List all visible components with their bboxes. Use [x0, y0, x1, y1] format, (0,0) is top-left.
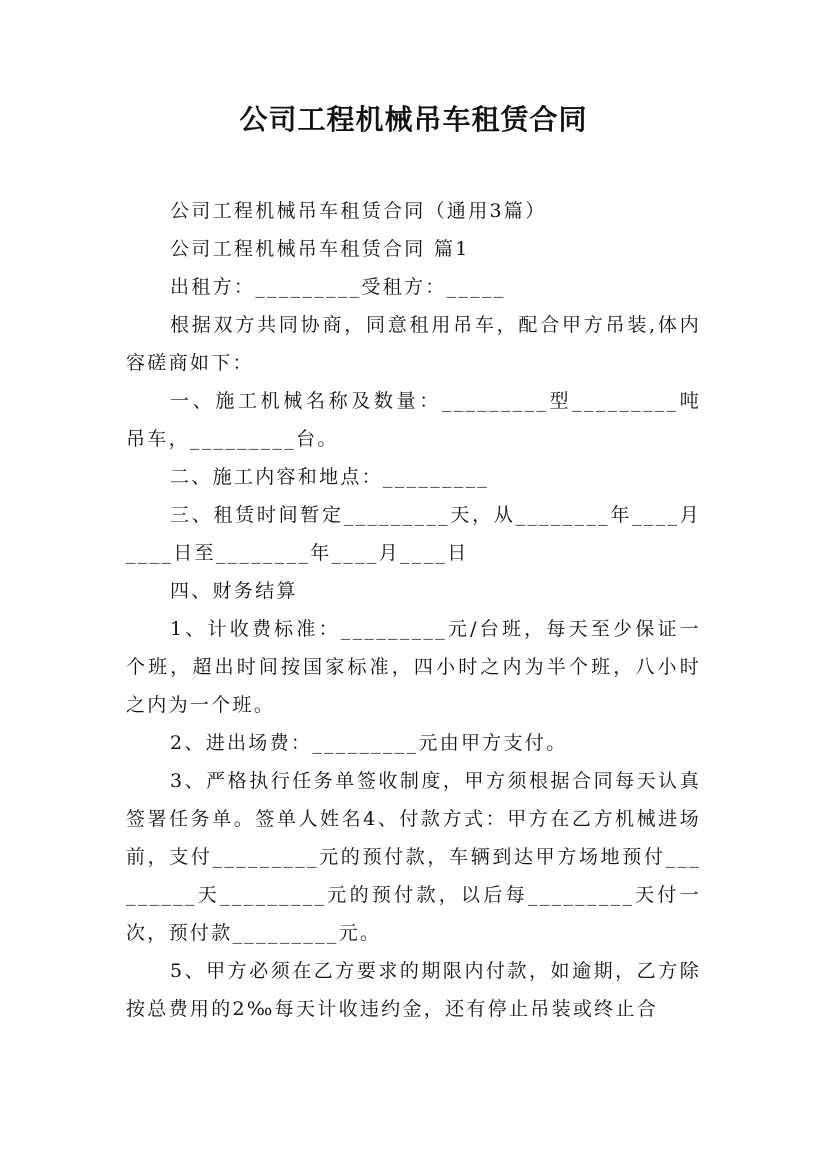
document-title: 公司工程机械吊车租赁合同: [239, 103, 588, 136]
paragraph-late-payment: 5、甲方必须在乙方要求的期限内付款，如逾期，乙方除按总费用的2‰每天计收违约金，还有停止吊装或终止合: [126, 960, 701, 1020]
paragraph-fee-standard: 1、计收费标准：_________元/台班，每天至少保证一个班，超出时间按国家标准，四小时之内为半个班，八小时之内为一个班。: [126, 618, 701, 716]
document-body: [126, 192, 701, 1028]
paragraph-payment-method: 3、严格执行任务单签收制度，甲方须根据合同每天认真签署任务单。签单人姓名4、付款方式：甲方在乙方机械进场前，支付_________元的预付款，车辆到达甲方场地预付_________天_________元的预付款，以后每_________天付一次，预付款_________元。: [126, 770, 701, 944]
paragraph-clause-3: 三、租赁时间暂定_________天，从________年____月____日至________年____月____日: [126, 504, 701, 564]
paragraph-subtitle: 公司工程机械吊车租赁合同（通用3篇）: [170, 200, 547, 222]
paragraph-clause-1: 一、施工机械名称及数量：_________型_________吨吊车，_________台。: [126, 390, 701, 450]
paragraph-parties: 出租方：_________受租方：_____: [170, 276, 506, 298]
paragraph-intro: 根据双方共同协商，同意租用吊车，配合甲方吊装,体内容磋商如下：: [126, 314, 701, 374]
paragraph-entry-fee: 2、进出场费：_________元由甲方支付。: [170, 732, 568, 754]
paragraph-clause-4: 四、财务结算: [170, 580, 298, 602]
paragraph-clause-2: 二、施工内容和地点：_________: [170, 466, 490, 488]
paragraph-section-heading: 公司工程机械吊车租赁合同 篇1: [170, 238, 470, 260]
